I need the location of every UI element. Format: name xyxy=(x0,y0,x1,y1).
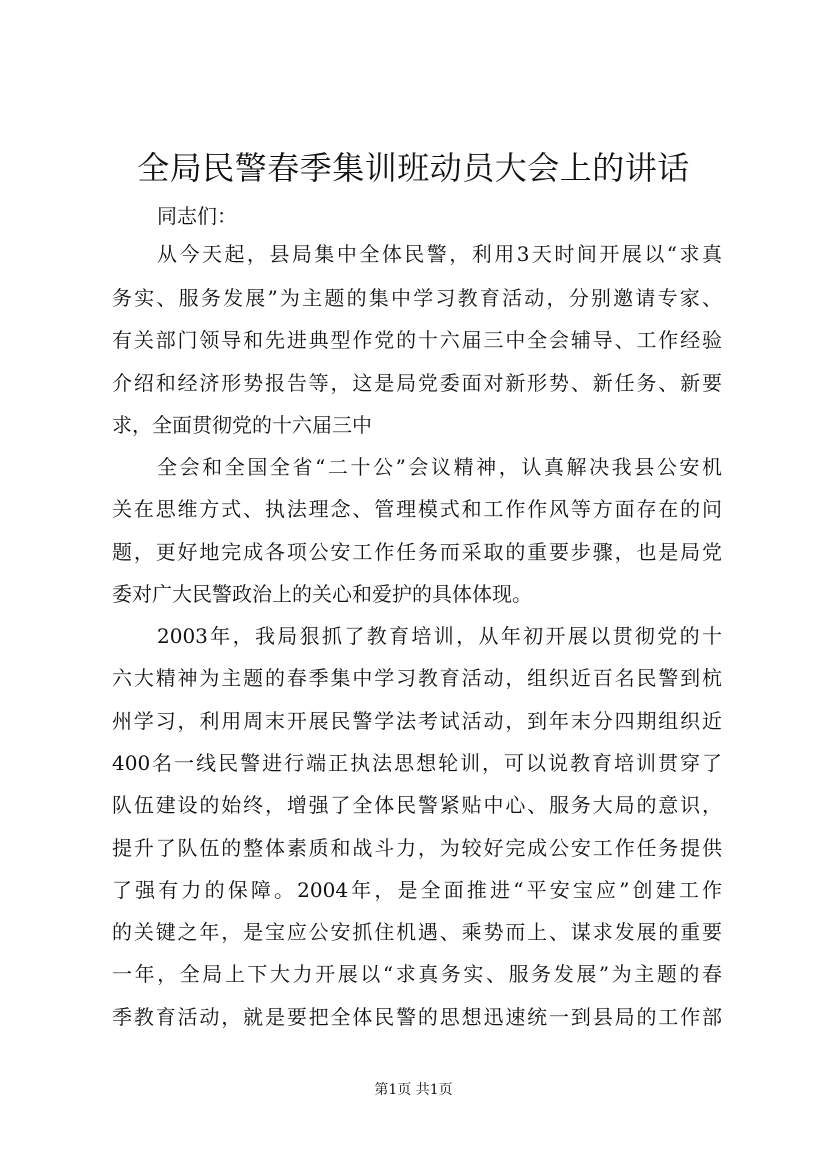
paragraph-line: 委对广大民警政治上的关心和爱护的具体体现。 xyxy=(112,582,532,606)
paragraph-line: 求，全面贯彻党的十六届三中 xyxy=(112,413,372,437)
paragraph-line: 的关键之年，是宝应公安抓住机遇、乘势而上、谋求发展的重要 xyxy=(112,920,722,944)
salutation: 同志们： xyxy=(157,204,237,228)
paragraph-line: 关在思维方式、执法理念、管理模式和工作作风等方面存在的问 xyxy=(112,497,722,521)
paragraph-line: 题，更好地完成各项公安工作任务而采取的重要步骤，也是局党 xyxy=(112,540,722,564)
paragraph-line: 一年，全局上下大力开展以“求真务实、服务发展”为主题的春 xyxy=(112,962,722,986)
paragraph-line: 州学习，利用周末开展民警学法考试活动，到年末分四期组织近 xyxy=(112,709,722,733)
paragraph-line: 提升了队伍的整体素质和战斗力，为较好完成公安工作任务提供 xyxy=(112,836,722,860)
paragraph-line: 六大精神为主题的春季集中学习教育活动，组织近百名民警到杭 xyxy=(112,666,722,690)
paragraph-line: 全会和全国全省“二十公”会议精神，认真解决我县公安机 xyxy=(157,455,722,479)
paragraph-line: 务实、服务发展”为主题的集中学习教育活动，分别邀请专家、 xyxy=(112,286,722,310)
paragraph-line: 2003年，我局狠抓了教育培训，从年初开展以贯彻党的十 xyxy=(157,624,722,648)
document-title: 全局民警春季集训班动员大会上的讲话 xyxy=(137,149,690,187)
paragraph-line: 了强有力的保障。2004年，是全面推进“平安宝应”创建工作 xyxy=(112,878,722,902)
paragraph-line: 季教育活动，就是要把全体民警的思想迅速统一到县局的工作部 xyxy=(112,1005,722,1029)
paragraph-line: 介绍和经济形势报告等，这是局党委面对新形势、新任务、新要 xyxy=(112,371,722,395)
paragraph-line: 队伍建设的始终，增强了全体民警紧贴中心、服务大局的意识， xyxy=(112,793,722,817)
paragraph-line: 400名一线民警进行端正执法思想轮训，可以说教育培训贯穿了 xyxy=(112,751,722,775)
paragraph-line: 从今天起，县局集中全体民警，利用3天时间开展以“求真 xyxy=(157,242,722,266)
page-number: 第1页 共1页 xyxy=(374,1082,453,1098)
paragraph-line: 有关部门领导和先进典型作党的十六届三中全会辅导、工作经验 xyxy=(112,328,722,352)
